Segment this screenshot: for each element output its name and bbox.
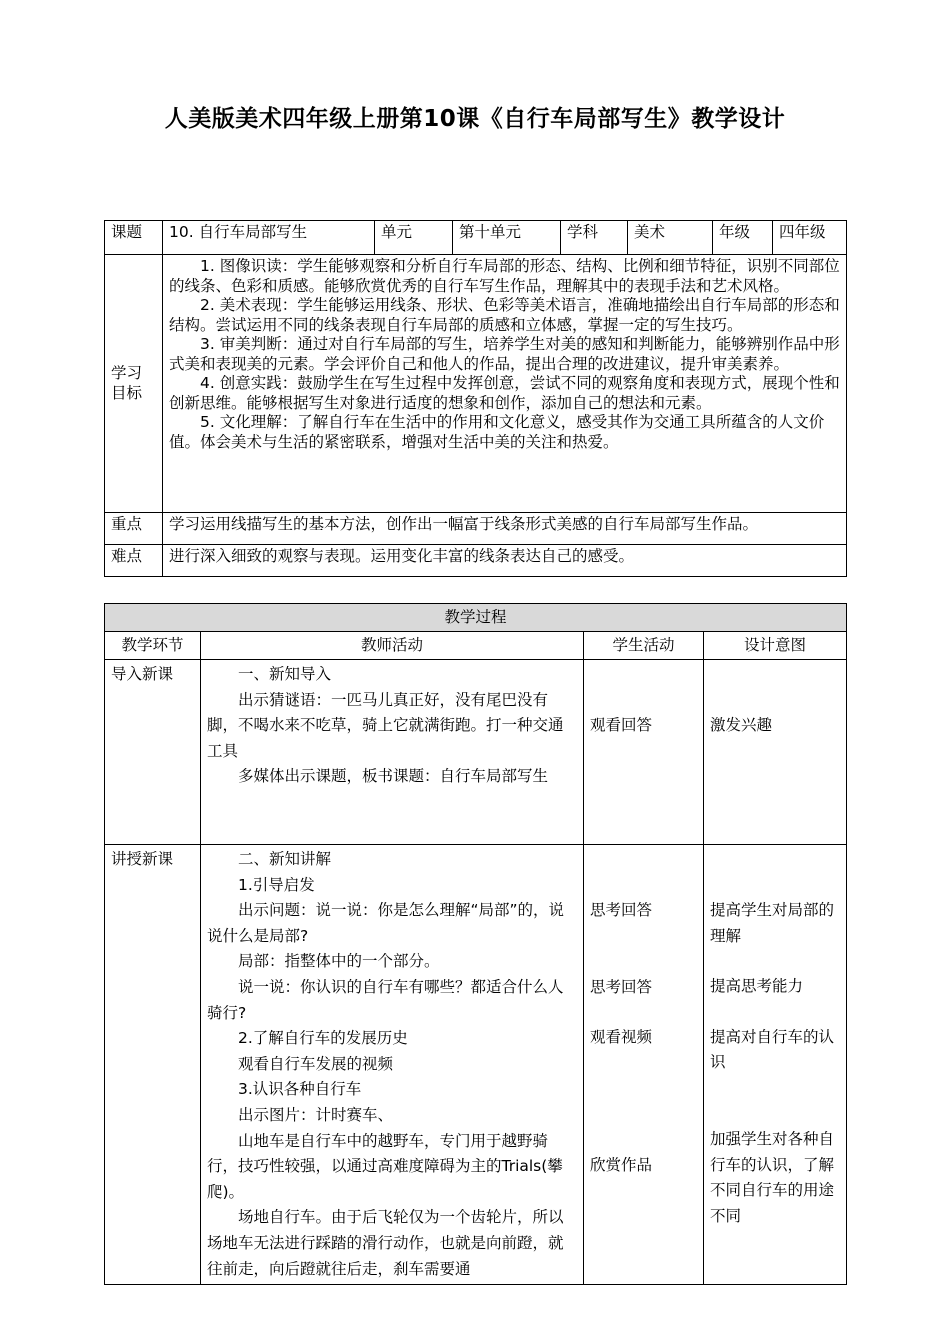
teacher-line: 一、新知导入 xyxy=(238,665,332,683)
design-intent-new xyxy=(704,845,847,1285)
student-line: 观看回答 xyxy=(590,716,653,734)
teacher-line: 出示图片：计时赛车、 xyxy=(238,1105,394,1124)
teacher-activity-new xyxy=(201,845,584,1285)
goal-item: 2. 美术表现：学生能够运用线条、形状、色彩等美术语言，准确地描绘出自行车局部的形态和结构。尝试运用不同的线条表现自行车局部的质感和立体感，掌握一定的写生技巧。 xyxy=(169,296,840,334)
goals-label-line-2: 目标 xyxy=(111,383,143,402)
student-line: 思考回答 xyxy=(590,977,653,996)
goals-content xyxy=(163,255,847,513)
design-line: 提高对自行车的认识 xyxy=(710,1027,835,1072)
stage-intro: 导入新课 xyxy=(105,660,201,845)
difficult-point-value: 进行深入细致的观察与表现。运用变化丰富的线条表达自己的感受。 xyxy=(163,545,847,577)
design-intent-intro xyxy=(704,660,847,845)
design-line: 加强学生对各种自行车的认识，了解不同自行车的用途不同 xyxy=(710,1129,835,1225)
student-line: 观看视频 xyxy=(590,1028,653,1047)
goal-item: 5. 文化理解：了解自行车在生活中的作用和文化意义，感受其作为交通工具所蕴含的人文价值。体会美术与生活的紧密联系，增强对生活中美的关注和热爱。 xyxy=(169,413,825,451)
design-line: 提高学生对局部的理解 xyxy=(710,901,835,945)
teacher-line: 1.引导启发 xyxy=(238,875,315,894)
goals-label-line-1: 学习 xyxy=(111,364,143,382)
topic-label: 课题 xyxy=(105,221,163,255)
design-line: 提高思考能力 xyxy=(710,977,804,996)
subject-value: 美术 xyxy=(628,221,713,255)
subject-label: 学科 xyxy=(561,221,628,255)
teacher-line: 出示问题：说一说：你是怎么理解“局部”的，说说什么是局部? xyxy=(207,901,565,945)
student-activity-new xyxy=(584,845,704,1285)
teacher-line: 山地车是自行车中的越野车，专门用于越野骑行，技巧性较强，以通过高难度障碍为主的Trials(攀爬)。 xyxy=(207,1131,563,1201)
key-point-value: 学习运用线描写生的基本方法，创作出一幅富于线条形式美感的自行车局部写生作品。 xyxy=(163,513,847,545)
header-stage: 教学环节 xyxy=(105,632,201,660)
teacher-line: 局部：指整体中的一个部分。 xyxy=(238,952,440,971)
unit-value: 第十单元 xyxy=(453,221,561,255)
grade-value: 四年级 xyxy=(773,221,847,255)
teacher-line: 场地自行车。由于后飞轮仅为一个齿轮片，所以场地车无法进行踩踏的滑行动作，也就是向前蹬，就往前走，向后蹬就往后走，刹车需要通 xyxy=(207,1208,564,1278)
table-row xyxy=(105,845,847,1285)
teacher-line: 3.认识各种自行车 xyxy=(238,1080,362,1099)
goal-item: 3. 审美判断：通过对自行车局部的写生，培养学生对美的感知和判断能力，能够辨别作品中形式美和表现美的元素。学会评价自己和他人的作品，提出合理的改进建议，提升审美素养。 xyxy=(169,335,840,373)
table-row xyxy=(105,660,847,845)
teacher-line: 观看自行车发展的视频 xyxy=(238,1054,394,1073)
document-title: 人美版美术四年级上册第10课《自行车局部写生》教学设计 xyxy=(164,106,786,132)
stage-new: 讲授新课 xyxy=(105,845,201,1285)
teacher-line: 二、新知讲解 xyxy=(238,850,332,868)
header-design: 设计意图 xyxy=(704,632,847,660)
header-teacher: 教师活动 xyxy=(201,632,584,660)
teacher-line: 多媒体出示课题，板书课题：自行车局部写生 xyxy=(238,767,549,786)
design-line: 激发兴趣 xyxy=(710,716,773,734)
student-line: 欣赏作品 xyxy=(590,1155,653,1174)
goal-item: 4. 创意实践：鼓励学生在写生过程中发挥创意，尝试不同的观察角度和表现方式，展现个性和创新思维。能够根据写生对象进行适度的想象和创作，添加自己的想法和元素。 xyxy=(169,374,840,412)
header-student: 学生活动 xyxy=(584,632,704,660)
goal-item: 1. 图像识读：学生能够观察和分析自行车局部的形态、结构、比例和细节特征，识别不同部位的线条、色彩和质感。能够欣赏优秀的自行车写生作品，理解其中的表现手法和艺术风格。 xyxy=(169,257,840,295)
student-line: 思考回答 xyxy=(590,901,653,919)
topic-value: 10. 自行车局部写生 xyxy=(163,221,375,255)
teaching-process-table xyxy=(104,603,847,1285)
unit-label: 单元 xyxy=(375,221,453,255)
teacher-line: 出示猜谜语：一匹马儿真正好，没有尾巴没有脚，不喝水来不吃草，骑上它就满街跑。打一种交通工具 xyxy=(207,690,564,760)
key-point-label: 重点 xyxy=(105,513,163,545)
goals-label xyxy=(105,255,163,513)
teacher-line: 2.了解自行车的发展历史 xyxy=(238,1029,408,1048)
student-activity-intro xyxy=(584,660,704,845)
teacher-line: 说一说：你认识的自行车有哪些？都适合什么人骑行? xyxy=(207,977,564,1022)
process-title: 教学过程 xyxy=(105,604,847,632)
teacher-activity-intro xyxy=(201,660,584,845)
difficult-point-label: 难点 xyxy=(105,545,163,577)
lesson-info-table xyxy=(104,220,847,577)
grade-label: 年级 xyxy=(713,221,773,255)
